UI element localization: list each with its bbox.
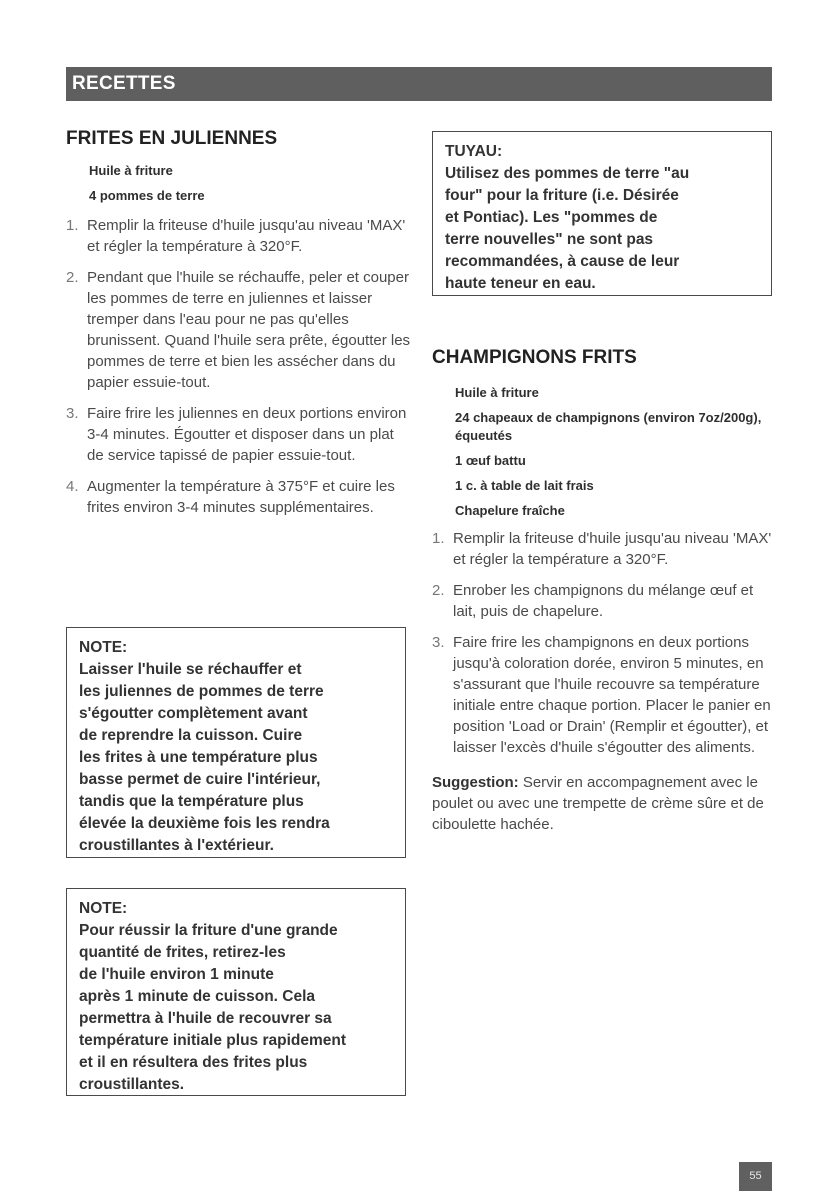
- step-number: 3.: [66, 405, 79, 422]
- step-item: [66, 403, 411, 466]
- step-item: [432, 528, 777, 570]
- note-line: basse permet de cuire l'intérieur,: [79, 771, 321, 788]
- tip-title: TUYAU:: [445, 143, 503, 160]
- note-line: croustillantes à l'extérieur.: [79, 837, 274, 854]
- note-line: les frites à une température plus: [79, 749, 318, 766]
- ingredient-item: 4 pommes de terre: [89, 188, 205, 203]
- suggestion-paragraph: [432, 772, 777, 835]
- step-text: Enrober les champignons du mélange œuf et lait, puis de chapelure.: [453, 582, 754, 620]
- left-column: [66, 125, 411, 528]
- step-item: [432, 632, 777, 758]
- ingredient-item: Huile à friture: [89, 163, 173, 178]
- ingredients-list-frites: [66, 162, 411, 205]
- step-text: Remplir la friteuse d'huile jusqu'au niveau 'MAX' et régler la température à 320°F.: [87, 217, 406, 255]
- step-item: [66, 476, 411, 518]
- tip-line: Utilisez des pommes de terre "au: [445, 165, 690, 182]
- step-number: 1.: [66, 217, 79, 234]
- step-text: Faire frire les juliennes en deux portions environ 3-4 minutes. Égoutter et disposer dans un plat de service tapissé de papier essuie-tout.: [87, 405, 407, 464]
- ingredient-item: 1 c. à table de lait frais: [455, 478, 594, 493]
- note-line: après 1 minute de cuisson. Cela: [79, 988, 316, 1005]
- note-line: Pour réussir la friture d'une grande: [79, 922, 338, 939]
- ingredient-item: 1 œuf battu: [455, 453, 526, 468]
- note-line: tandis que la température plus: [79, 793, 304, 810]
- ingredient-item: Huile à friture: [455, 385, 539, 400]
- note-line: s'égoutter complètement avant: [79, 705, 308, 722]
- note-line: de reprendre la cuisson. Cuire: [79, 727, 303, 744]
- ingredient-item: 24 chapeaux de champignons (environ 7oz/200g), équeutés: [455, 410, 762, 443]
- note-title: NOTE:: [79, 900, 128, 917]
- steps-list-frites: [66, 215, 411, 518]
- right-column: [432, 344, 777, 835]
- suggestion-label: Suggestion:: [432, 774, 519, 791]
- step-text: Pendant que l'huile se réchauffe, peler et couper les pommes de terre en juliennes et laisser tremper dans l'eau pour ne pas qu'elles brunissent. Quand l'huile sera prête, égoutter les pommes de terre et bien les assécher dans du papier essuie-tout.: [87, 269, 411, 391]
- tip-box: [432, 131, 772, 296]
- step-item: [66, 267, 411, 393]
- step-text: Augmenter la température à 375°F et cuire les frites environ 3-4 minutes supplémentaires.: [87, 478, 395, 516]
- step-number: 2.: [66, 269, 79, 286]
- tip-line: terre nouvelles" ne sont pas: [445, 231, 654, 248]
- note-line: et il en résultera des frites plus: [79, 1054, 308, 1071]
- steps-list-champignons: [432, 528, 777, 758]
- section-header-bar: [66, 67, 772, 101]
- note-line: quantité de frites, retirez-les: [79, 944, 286, 961]
- section-header-title: RECETTES: [72, 73, 176, 94]
- ingredients-list-champignons: [432, 384, 777, 520]
- tip-line: four" pour la friture (i.e. Désirée: [445, 187, 679, 204]
- suggestion-text: Servir en accompagnement avec le poulet ou avec une trempette de crème sûre et de ciboulette hachée.: [432, 774, 764, 833]
- recipe-title-champignons: CHAMPIGNONS FRITS: [432, 347, 637, 368]
- tip-line: haute teneur en eau.: [445, 275, 596, 292]
- note-box-1: [66, 627, 406, 858]
- note-line: de l'huile environ 1 minute: [79, 966, 274, 983]
- ingredient-item: Chapelure fraîche: [455, 503, 565, 518]
- page-number: 55: [739, 1162, 772, 1191]
- step-number: 3.: [432, 634, 445, 651]
- step-number: 2.: [432, 582, 445, 599]
- step-text: Faire frire les champignons en deux portions jusqu'à coloration dorée, environ 5 minutes, en s'assurant que l'huile recouvre sa température initiale entre chaque portion. Placer le panier en position 'Load or Drain' (Remplir et égoutter), et laisser l'excès d'huile s'égoutter des aliments.: [453, 634, 771, 756]
- note-title: NOTE:: [79, 639, 128, 656]
- step-number: 1.: [432, 530, 445, 547]
- note-line: température initiale plus rapidement: [79, 1032, 347, 1049]
- recipe-title-frites: FRITES EN JULIENNES: [66, 128, 278, 149]
- tip-line: et Pontiac). Les "pommes de: [445, 209, 658, 226]
- note-line: les juliennes de pommes de terre: [79, 683, 324, 700]
- step-item: [432, 580, 777, 622]
- step-text: Remplir la friteuse d'huile jusqu'au niveau 'MAX' et régler la température a 320°F.: [453, 530, 772, 568]
- step-number: 4.: [66, 478, 79, 495]
- tip-line: recommandées, à cause de leur: [445, 253, 680, 270]
- note-line: croustillantes.: [79, 1076, 185, 1093]
- note-line: permettra à l'huile de recouvrer sa: [79, 1010, 332, 1027]
- note-line: Laisser l'huile se réchauffer et: [79, 661, 302, 678]
- note-box-2: [66, 888, 406, 1096]
- note-line: élevée la deuxième fois les rendra: [79, 815, 330, 832]
- step-item: [66, 215, 411, 257]
